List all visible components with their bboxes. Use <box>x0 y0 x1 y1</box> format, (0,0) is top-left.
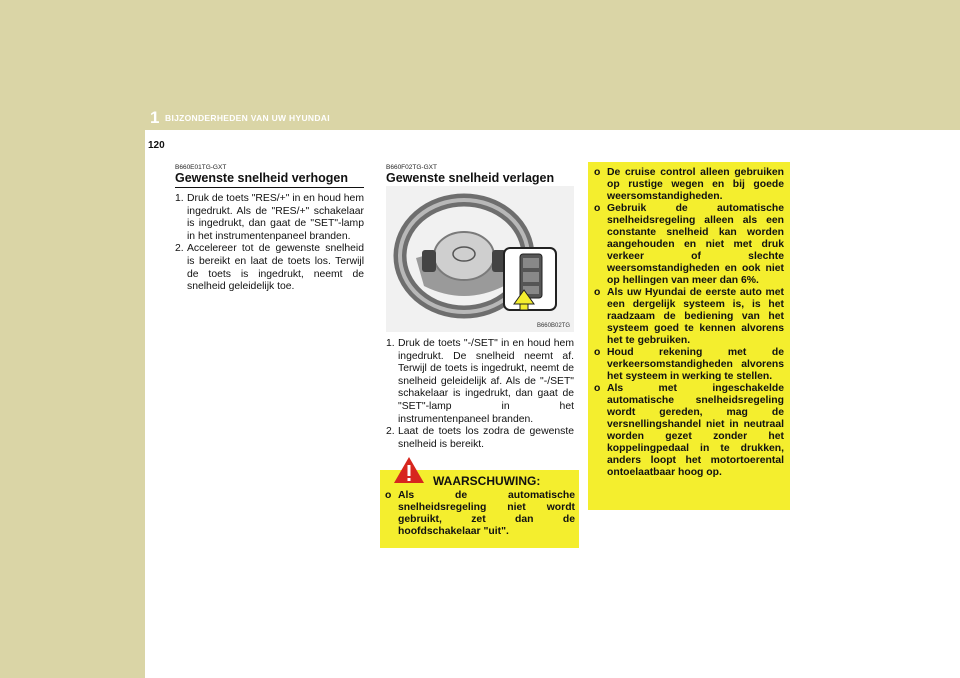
list-item: o De cruise control alleen gebruiken op rustige wegen en bij goede weersomstandigheden. <box>594 167 784 202</box>
caution-box <box>588 162 790 510</box>
steering-wheel-illustration <box>386 186 574 332</box>
side-band <box>0 0 145 678</box>
step-list <box>386 338 574 451</box>
warning-triangle-icon <box>393 456 425 484</box>
section-title: Gewenste snelheid verhogen <box>175 171 348 185</box>
list-item: o Houd rekening met de verkeersomstandigheden alvorens het systeem in werking te stellen. <box>594 347 784 382</box>
section-code: B660F02TG-GXT <box>386 164 437 171</box>
page-number: 120 <box>148 140 165 151</box>
warning-title: WAARSCHUWING: <box>433 474 541 488</box>
list-item: 1. Druk de toets "RES/+" in en houd hem ingedrukt. Als de "RES/+" schakelaar is ingedrukt, dan gaat de "SET"-lamp in het instrumentenpaneel branden. <box>175 193 364 242</box>
list-item: o Als de automatische snelheidsregeling niet wordt gebruikt, zet dan de hoofdschakelaar "uit". <box>385 490 575 537</box>
figure-label: B660B02TG <box>536 323 570 329</box>
section-title: Gewenste snelheid verlagen <box>386 171 555 185</box>
section-code: B660E01TG-GXT <box>175 164 227 171</box>
list-item: 1. Druk de toets "-/SET" in en houd hem ingedrukt. De snelheid neemt af. Terwijl de toets is ingedrukt, neemt de snelheid geleidelijk af. Als de "-/SET" schakelaar is ingedrukt, dan gaat de "SET"-lamp in het instrumentenpaneel branden. <box>386 338 574 425</box>
warning-list <box>385 490 575 538</box>
steering-wheel-figure <box>386 186 574 332</box>
list-item: o Als uw Hyundai de eerste auto met een dergelijk systeem is, is het raadzaam de bediening van het systeem goed te kennen alvorens het te gebruiken. <box>594 287 784 346</box>
title-rule <box>175 187 364 188</box>
step-list <box>175 193 364 294</box>
chapter-title: BIJZONDERHEDEN VAN UW HYUNDAI <box>165 113 330 123</box>
list-item: o Gebruik de automatische snelheidsregeling alleen als een constante snelheid kan worden aangehouden en niet met druk verkeer of slechte weersomstandigheden en ook niet op hellingen van meer dan 6%. <box>594 203 784 286</box>
chapter-number: 1 <box>150 108 160 127</box>
list-item: 2. Accelereer tot de gewenste snelheid is bereikt en laat de toets los. Terwijl de toets is ingedrukt, neemt de snelheid geleidelijk toe. <box>175 243 364 293</box>
list-item: 2. Laat de toets los zodra de gewenste snelheid is bereikt. <box>386 426 574 450</box>
list-item: o Als met ingeschakelde automatische snelheidsregeling wordt gereden, mag de versnellingshandel niet in neutraal worden gezet zonder het koppelingpedaal in te drukken, anders loopt het motortoerental ontoelaatbaar hoog op. <box>594 383 784 478</box>
